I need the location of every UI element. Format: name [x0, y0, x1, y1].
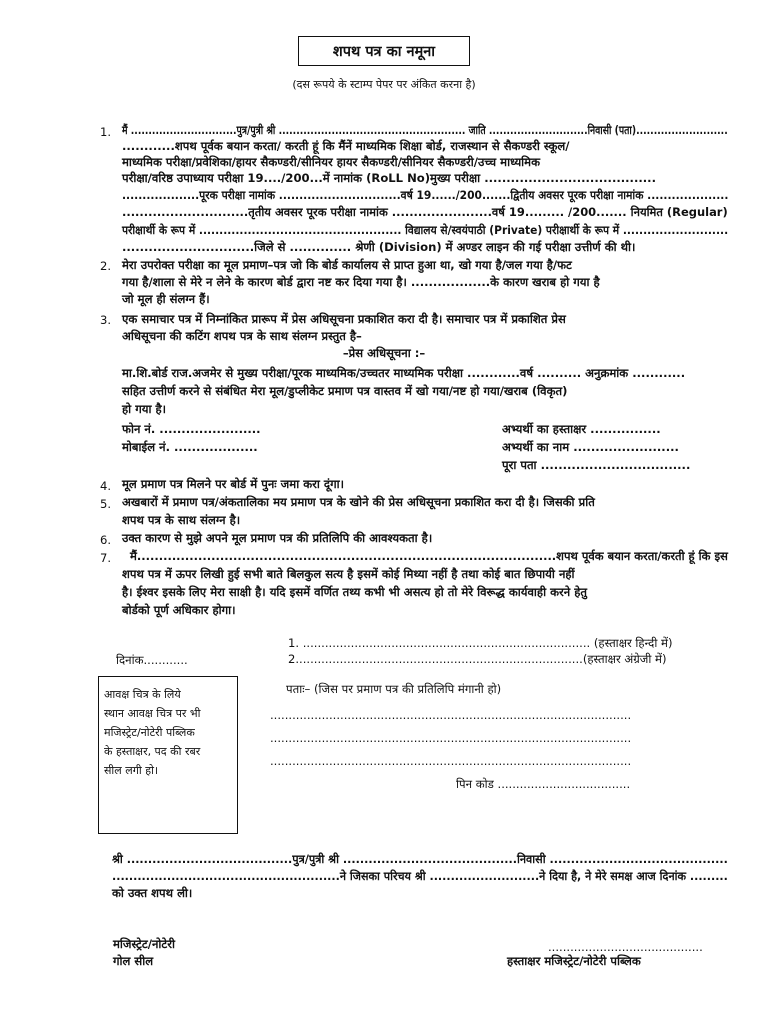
press-notice-line: मा.शि.बोर्ड राज.अजमेर से मुख्य परीक्षा/पूरक माध्यमिक/उच्चतर माध्यमिक परीक्षा ............वर्ष .......... अनुक्रमांक ............ [122, 366, 686, 380]
item-5-line: शपथ पत्र के साथ संलग्न है। [122, 513, 241, 527]
photo-box-line: सील लगी हो। [104, 764, 159, 777]
item-3-number: 3. [100, 313, 112, 327]
photo-box-line: के हस्ताक्षर, पद की रबर [104, 745, 201, 758]
item-1-line: परीक्षार्थी के रूप में .................................................. विद्यालय से/स्वयंपाठी (Private) परीक्षार्थी के रूप में .......................... [122, 223, 729, 237]
full-address-field: पूरा पता .................................. [502, 458, 691, 472]
date-field: दिनांक............ [116, 653, 188, 667]
item-5-line: अखबारों में प्रमाण पत्र/अंकतालिका मय प्रमाण पत्र के खोने की प्रेस अधिसूचना प्रकाशित करा दी है। जिसकी प्रति [122, 495, 595, 509]
item-2-number: 2. [100, 259, 112, 273]
item-1-line: ............शपथ पूर्वक बयान करता/ करती हूं कि मैंनें माध्यमिक शिक्षा बोर्ड, राजस्थान से सैकण्डरी स्कूल/ [122, 139, 570, 153]
press-notice-heading: –प्रेस अधिसूचना :– [342, 346, 426, 360]
item-2-line: जो मूल ही संलग्न हैं। [122, 292, 210, 306]
item-4-number: 4. [100, 479, 112, 493]
photo-box-line: मजिस्ट्रेट/नोटेरी पब्लिक [104, 726, 195, 739]
mobile-field: मोबाईल नं. ................... [122, 440, 258, 454]
item-7-number: 7. [100, 551, 112, 565]
attestation-line: ......................................................ने जिसका परिचय श्री ..........................ने दिया है, ने मेरे समक्ष आज दिनांक ......... [112, 869, 728, 883]
photo-box-line: स्थान आवक्ष चित्र पर भी [104, 707, 201, 720]
item-1-line: ..............................जिले से .............. श्रेणी (Division) में अण्डर लाइन की गई परीक्षा उत्तीर्ण की थी। [122, 240, 636, 254]
item-3-line: एक समाचार पत्र में निम्नांकित प्रारूप में प्रेस अधिसूचना प्रकाशित करा दी है। समाचार पत्र में प्रकाशित प्रेस [122, 312, 566, 326]
candidate-name-field: अभ्यर्थी का नाम ........................ [502, 440, 679, 454]
item-7-line: शपथ पत्र में ऊपर लिखी हुई सभी बाते बिलकुल सत्य है इसमें कोई मिथ्या नहीं है तथा कोई बात छिपायी नहीं [122, 567, 575, 581]
attestation-line: को उक्त शपथ ली। [112, 886, 193, 900]
item-6-number: 6. [100, 533, 112, 547]
subtitle: (दस रूपये के स्टाम्प पेपर पर अंकित करना है) [292, 78, 476, 91]
item-1-number: 1. [100, 125, 112, 139]
magistrate-signature-label: हस्ताक्षर मजिस्ट्रेट/नोटेरी पब्लिक [507, 954, 641, 968]
address-line: .................................................................................................. [270, 708, 632, 722]
item-6-line: उक्त कारण से मुझे अपने मूल प्रमाण पत्र की प्रतिलिपि की आवश्यकता है। [122, 531, 433, 545]
address-label: पताः– (जिस पर प्रमाण पत्र की प्रतिलिपि मंगानी हो) [286, 682, 502, 696]
pincode-field: पिन कोड .................................... [456, 777, 631, 791]
phone-field: फोन नं. ....................... [122, 422, 261, 436]
item-1-line: मैं ..............................पुत्र/पुत्री श्री ..................................................... जाति ............................निवासी (पता).......................... [122, 123, 728, 137]
candidate-signature-field: अभ्यर्थी का हस्ताक्षर ................ [502, 422, 661, 436]
seal-label: गोल सील [113, 954, 154, 968]
item-5-number: 5. [100, 497, 112, 511]
item-1-line: .............................तृतीय अवसर पूरक परीक्षा नामांक .......................वर्ष 19......... /200....... नियमित (Regular) [122, 205, 728, 219]
press-notice-line: हो गया है। [122, 402, 167, 416]
address-line: .................................................................................................. [270, 731, 632, 745]
attestation-line: श्री .......................................पुत्र/पुत्री श्री .........................................निवासी .......................................... [112, 852, 728, 866]
item-3-line: अधिसूचना की कटिंग शपथ पत्र के साथ संलग्न प्रस्तुत है– [122, 329, 362, 343]
item-2-line: मेरा उपरोक्त परीक्षा का मूल प्रमाण–पत्र जो कि बोर्ड कार्यालय से प्राप्त हुआ था, खो गया है/जल गया है/फट [122, 258, 572, 272]
item-7-line: बोर्डको पूर्ण अधिकार होगा। [122, 603, 236, 617]
press-notice-line: सहित उत्तीर्ण करने से संबंधित मेरा मूल/डुप्लीकेट प्रमाण पत्र वास्तव में खो गया/नष्ट हो गया/खराब (विकृत) [122, 384, 568, 398]
item-7-line: है। ईश्वर इसके लिए मेरा साक्षी है। यदि इसमें वर्णित तथ्य कभी भी असत्य हो तो मेरे विरूद्ध कार्यवाही करने हेतु [122, 585, 588, 599]
signature-hindi-field: 1. .............................................................................. (हस्ताक्षर हिन्दी में) [288, 636, 673, 650]
item-1-line: परीक्षा/वरिष्ठ उपाध्याय परीक्षा 19..../200...में नामांक (RoLL No)मुख्य परीक्षा ....................................... [122, 171, 656, 185]
photo-box-line: आवक्ष चित्र के लिये [104, 688, 181, 701]
signature-english-field: 2..............................................................................(हस्ताक्षर अंग्रेजी में) [288, 652, 667, 666]
page-title: शपथ पत्र का नमूना [298, 36, 470, 66]
address-line: .................................................................................................. [270, 754, 632, 768]
item-4-line: मूल प्रमाण पत्र मिलने पर बोर्ड में पुनः जमा करा दूंगा। [122, 477, 345, 491]
item-7-line: मैं................................................................................................शपथ पूर्वक बयान करता/करती हूं कि इस [130, 549, 728, 563]
photo-placeholder-box [98, 676, 238, 834]
magistrate-signature-line: .......................................... [548, 940, 703, 954]
item-1-line: ...................पूरक परीक्षा नामांक ..............................वर्ष 19....../200.......द्वितीय अवसर पूरक परीक्षा नामांक .................... [122, 188, 729, 202]
magistrate-label: मजिस्ट्रेट/नोटेरी [113, 937, 175, 951]
item-1-line: माध्यमिक परीक्षा/प्रवेशिका/हायर सैकण्डरी/सीनियर हायर सैकण्डरी/सीनियर सैकण्डरी/उच्च माध्यमिक [122, 155, 541, 169]
item-2-line: गया है/शाला से मेरे न लेने के कारण बोर्ड द्वारा नष्ट कर दिया गया है। ..................के कारण खराब हो गया है [122, 275, 600, 289]
